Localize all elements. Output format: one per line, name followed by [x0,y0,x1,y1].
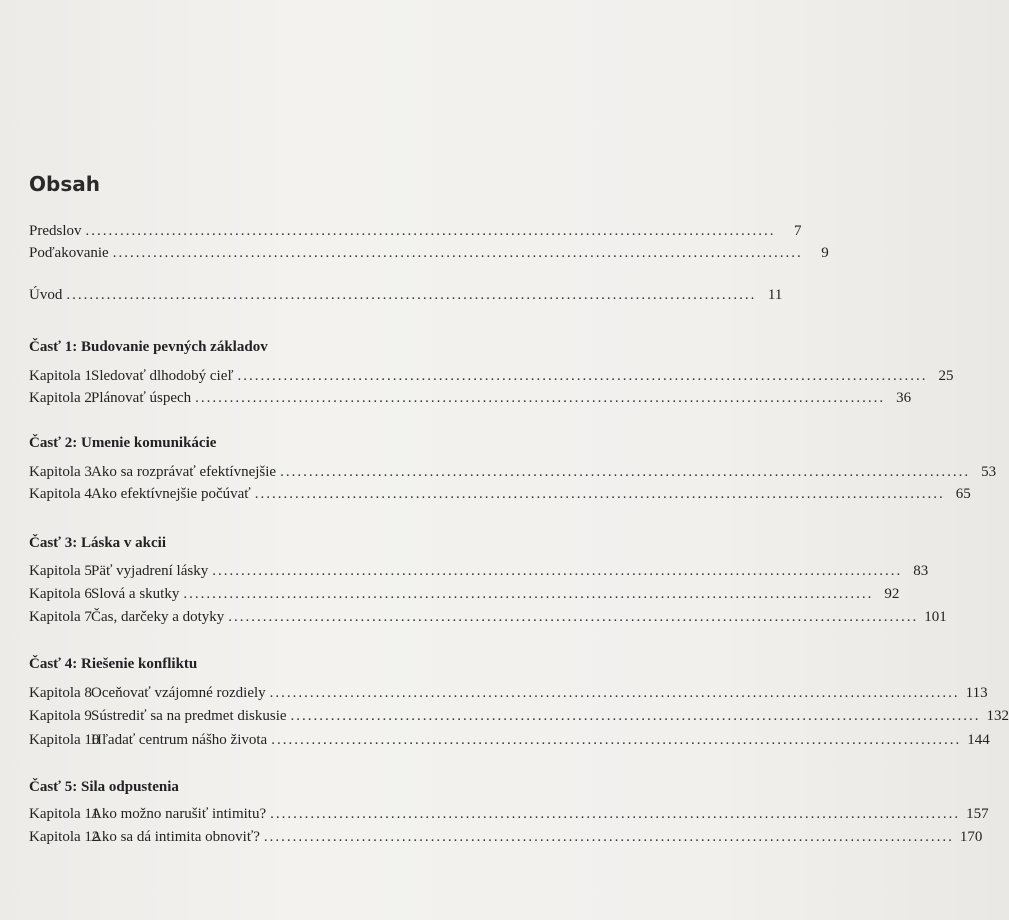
toc-entry-page: 7 [794,223,802,239]
dot-leader: ........................................................................................................................ [271,732,962,748]
toc-entry-title: Predslov [29,223,82,239]
dot-leader: ........................................................................................................................ [228,609,919,625]
chapter-title: Slová a skutky [91,586,180,602]
dot-leader: ........................................................................................................................ [290,708,981,724]
chapter-number: Kapitola 6 [29,586,92,602]
chapter-number: Kapitola 9 [29,708,92,724]
chapter-number: Kapitola 8 [29,685,92,701]
chapter-page: 170 [959,829,983,845]
chapter-title: Plánovať úspech [91,390,192,406]
part-heading-2: Časť 2: Umenie komunikácie [29,435,217,451]
chapter-page: 25 [938,368,954,384]
chapter-page: 65 [955,486,971,502]
dot-leader: ........................................................................................................................ [270,806,961,822]
dot-leader: ........................................................................................................................ [212,563,903,579]
chapter-number: Kapitola 2 [29,390,92,406]
toc-entry-predslov[interactable] [29,220,802,242]
chapter-page: 132 [986,708,1009,724]
toc-chapter-11[interactable] [29,803,989,825]
toc-chapter-9[interactable] [29,705,1009,727]
chapter-number: Kapitola 3 [29,464,92,480]
toc-chapter-6[interactable] [29,583,900,605]
toc-chapter-3[interactable] [29,461,997,483]
dot-leader: ........................................................................................................................ [183,586,874,602]
part-heading-5: Časť 5: Sila odpustenia [29,779,179,795]
chapter-title: Oceňovať vzájomné rozdiely [91,685,266,701]
toc-entry-podakovanie[interactable] [29,242,829,264]
part-heading-1: Časť 1: Budovanie pevných základov [29,339,268,355]
dot-leader: ........................................................................................................................ [254,486,945,502]
chapter-number: Kapitola 1 [29,368,92,384]
chapter-title: Päť vyjadrení lásky [91,563,209,579]
toc-entry-page: 9 [821,245,829,261]
toc-chapter-7[interactable] [29,606,947,628]
book-page [29,0,1009,920]
chapter-page: 36 [896,390,912,406]
dot-leader: ........................................................................................................................ [263,829,954,845]
toc-entry-page: 11 [767,287,783,303]
toc-chapter-2[interactable] [29,387,912,409]
chapter-number: Kapitola 12 [29,829,100,845]
chapter-page: 53 [981,464,997,480]
chapter-title: Ako efektívnejšie počúvať [91,486,251,502]
dot-leader: ........................................................................................................................ [85,223,776,239]
chapter-title: Sústrediť sa na predmet diskusie [91,708,287,724]
chapter-number: Kapitola 4 [29,486,92,502]
chapter-number: Kapitola 7 [29,609,92,625]
chapter-page: 83 [913,563,929,579]
chapter-title: Čas, darčeky a dotyky [91,609,225,625]
chapter-page: 113 [965,685,988,701]
dot-leader: ........................................................................................................................ [66,287,757,303]
part-heading-4: Časť 4: Riešenie konfliktu [29,656,198,672]
chapter-page: 92 [884,586,900,602]
chapter-number: Kapitola 5 [29,563,92,579]
toc-entry-title: Poďakovanie [29,245,109,261]
dot-leader: ........................................................................................................................ [280,464,971,480]
dot-leader: ........................................................................................................................ [195,390,886,406]
toc-chapter-10[interactable] [29,729,990,751]
chapter-number: Kapitola 10 [29,732,100,748]
toc-chapter-1[interactable] [29,365,954,387]
chapter-page: 144 [967,732,990,748]
chapter-title: Ako sa dá intimita obnoviť? [91,829,260,845]
chapter-title: Ako možno narušiť intimitu? [91,806,267,822]
chapter-title: Ako sa rozprávať efektívnejšie [91,464,277,480]
chapter-title: Sledovať dlhodobý cieľ [91,368,234,384]
toc-chapter-12[interactable] [29,826,983,848]
dot-leader: ........................................................................................................................ [112,245,803,261]
page-title: Obsah [29,172,100,196]
chapter-title: Hľadať centrum nášho života [91,732,268,748]
toc-entry-title: Úvod [29,287,63,303]
toc-chapter-4[interactable] [29,483,971,505]
dot-leader: ........................................................................................................................ [237,368,928,384]
chapter-page: 157 [966,806,989,822]
dot-leader: ........................................................................................................................ [269,685,960,701]
chapter-number: Kapitola 11 [29,806,99,822]
toc-chapter-8[interactable] [29,682,988,704]
toc-entry-uvod[interactable] [29,284,783,306]
chapter-page: 101 [924,609,947,625]
part-heading-3: Časť 3: Láska v akcii [29,535,166,551]
toc-chapter-5[interactable] [29,560,929,582]
